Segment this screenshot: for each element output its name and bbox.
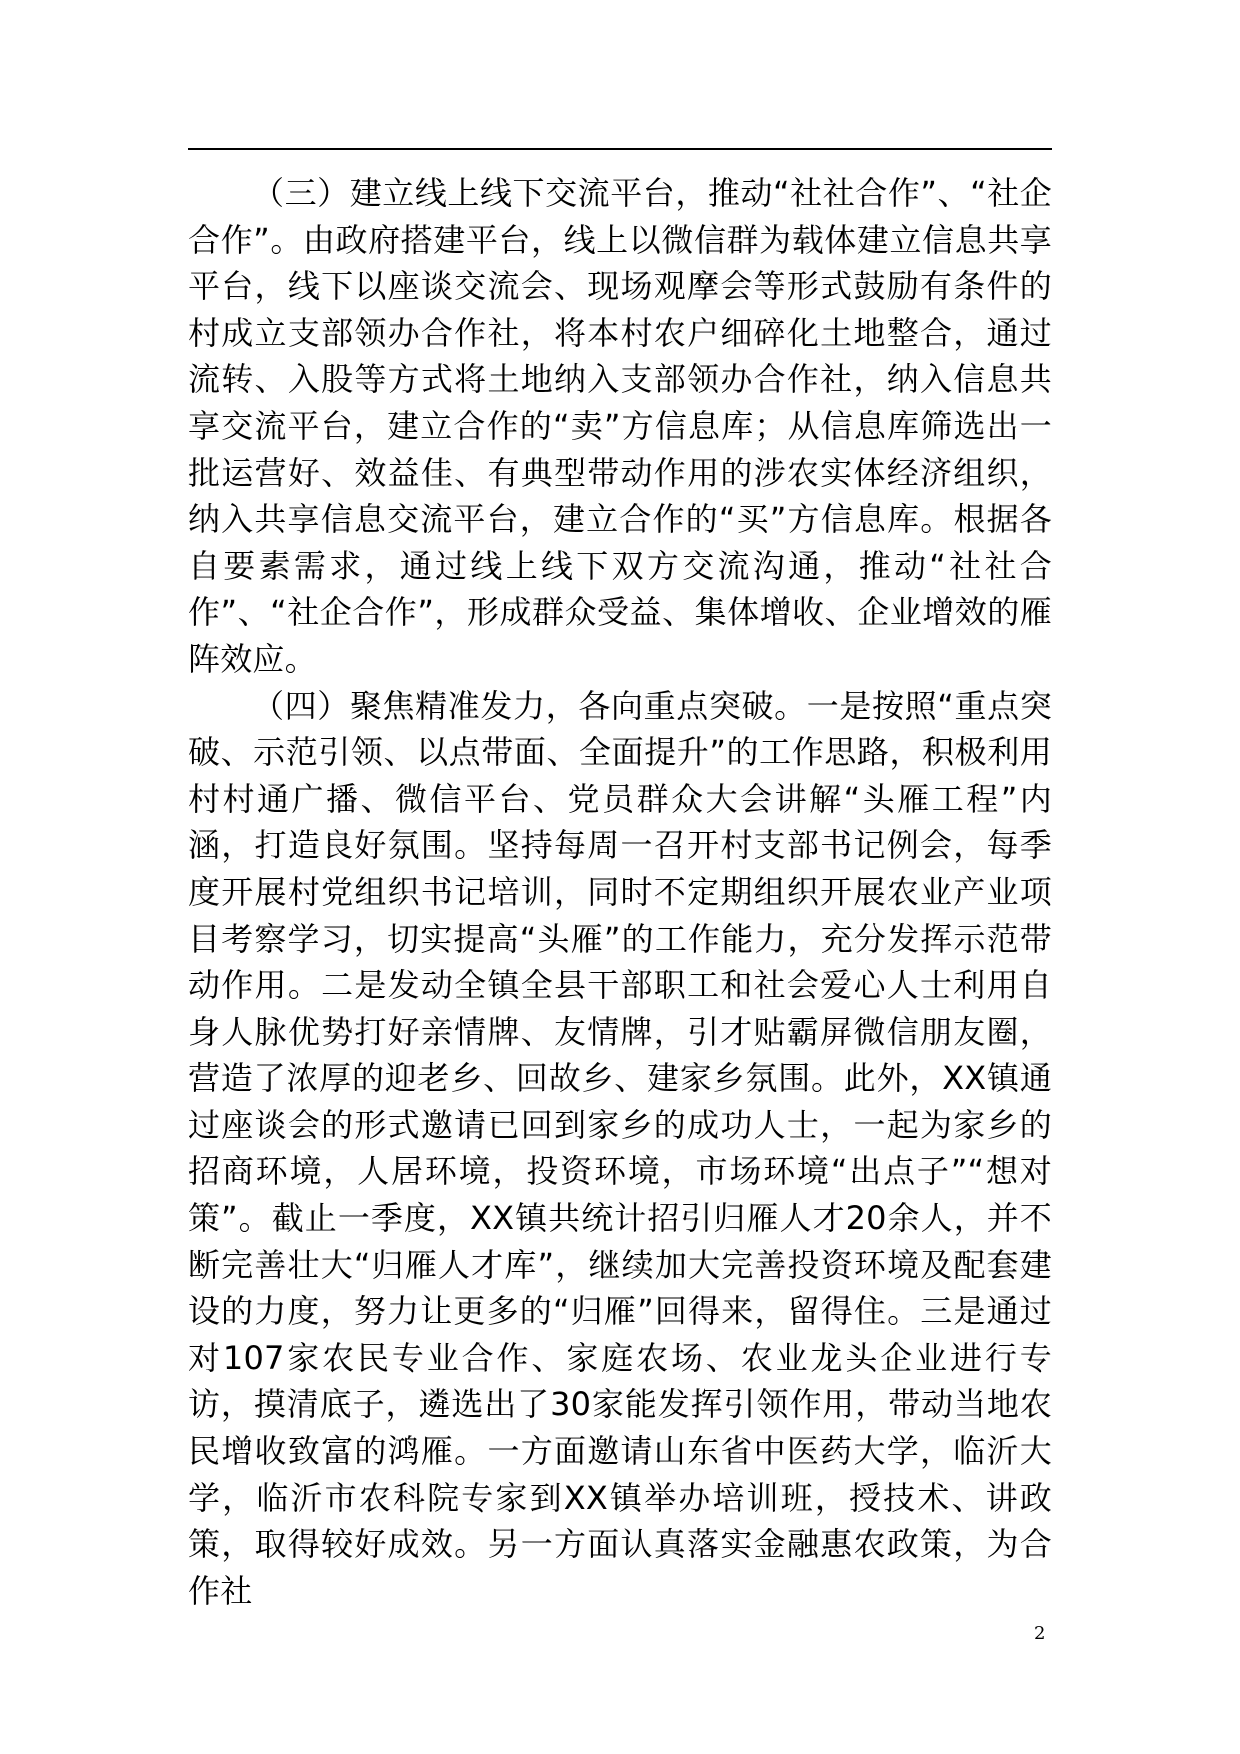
page-number: 2 — [1034, 1623, 1046, 1644]
paragraph-section-4: （四）聚焦精准发力，各向重点突破。一是按照“重点突破、示范引领、以点带面、全面提升”的工作思路，积极利用村村通广播、微信平台、党员群众大会讲解“头雁工程”内涵，打造良好氛围。坚持每周一召开村支部书记例会，每季度开展村党组织书记培训，同时不定期组织开展农业产业项目考察学习，切实提高“头雁”的工作能力，充分发挥示范带动作用。二是发动全镇全县干部职工和社会爱心人士利用自身人脉优势打好亲情牌、友情牌，引才贴霸屏微信朋友圈，营造了浓厚的迎老乡、回故乡、建家乡氛围。此外，XX镇通过座谈会的形式邀请已回到家乡的成功人士，一起为家乡的招商环境，人居环境，投资环境，市场环境“出点子”“想对策”。截止一季度，XX镇共统计招引归雁人才20余人，并不断完善壮大“归雁人才库”，继续加大完善投资环境及配套建设的力度，努力让更多的“归雁”回得来，留得住。三是通过对107家农民专业合作、家庭农场、农业龙头企业进行专访，摸清底子，遴选出了30家能发挥引领作用，带动当地农民增收致富的鸿雁。一方面邀请山东省中医药大学，临沂大学，临沂市农科院专家到XX镇举办培训班，授技术、讲政策，取得较好成效。另一方面认真落实金融惠农政策，为合作社 — [188, 686, 1052, 1610]
header-rule — [188, 148, 1052, 150]
paragraph-section-3: （三）建立线上线下交流平台，推动“社社合作”、“社企合作”。由政府搭建平台，线上以微信群为载体建立信息共享平台，线下以座谈交流会、现场观摩会等形式鼓励有条件的村成立支部领办合作社，将本村农户细碎化土地整合，通过流转、入股等方式将土地纳入支部领办合作社，纳入信息共享交流平台，建立合作的“卖”方信息库；从信息库筛选出一批运营好、效益佳、有典型带动作用的涉农实体经济组织，纳入共享信息交流平台，建立合作的“买”方信息库。根据各自要素需求，通过线上线下双方交流沟通，推动“社社合作”、“社企合作”，形成群众受益、集体增收、企业增效的雁阵效应。 — [188, 174, 1052, 678]
document-body — [188, 170, 1052, 1614]
